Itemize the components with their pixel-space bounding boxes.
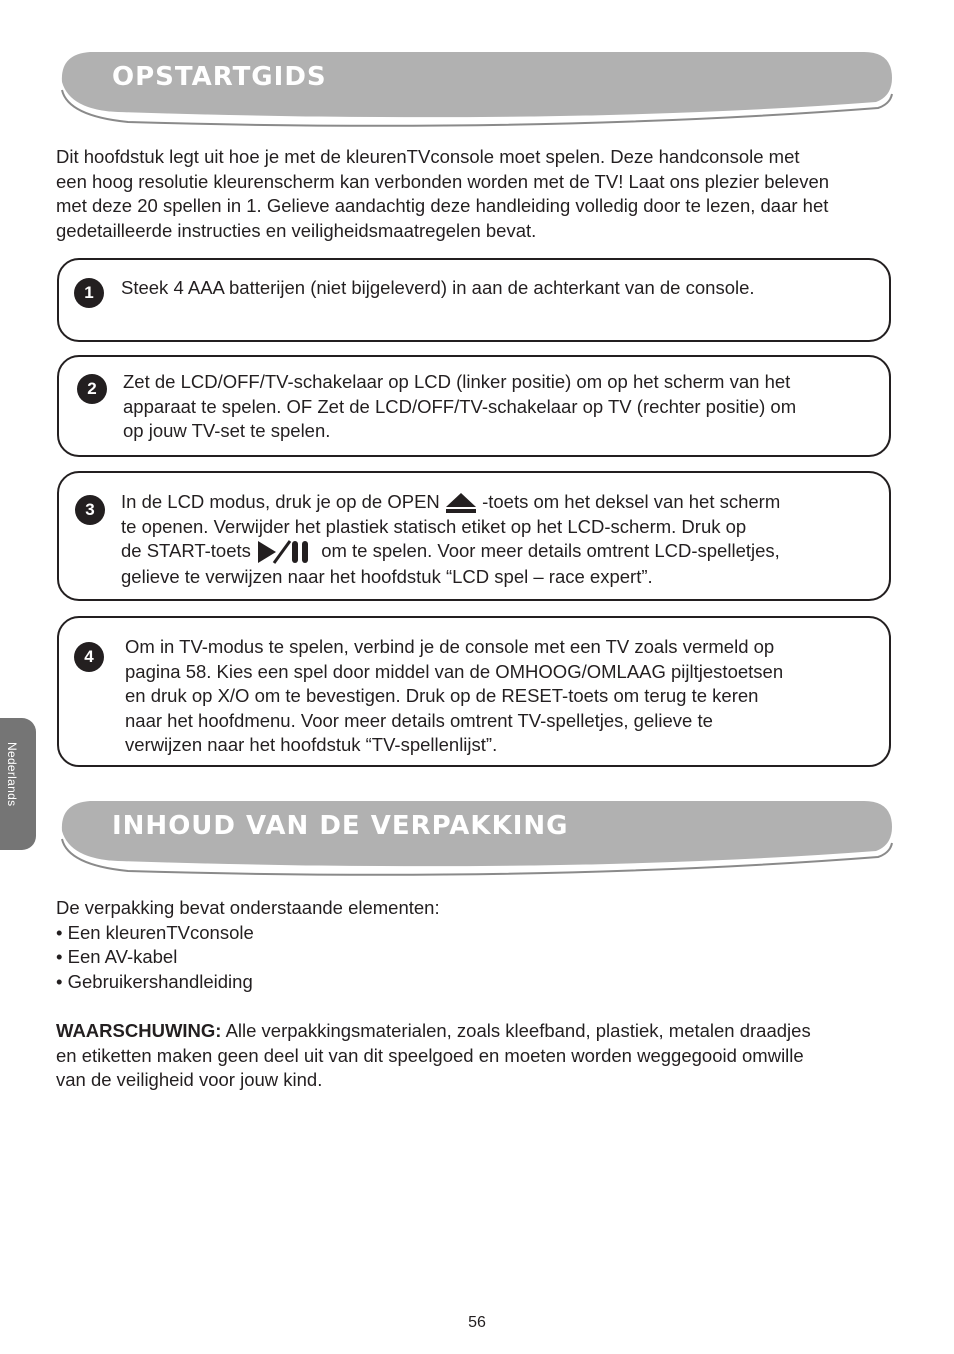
contents-list: De verpakking bevat onderstaande elementen: • Een kleurenTVconsole • Een AV-kabel • Gebruikershandleiding xyxy=(56,897,440,992)
step-text: Om in TV-modus te spelen, verbind je de console met een TV zoals vermeld op pagina 58. Kies een spel door middel van de OMHOOG/OMLAAG pijltjestoetsen en druk op X/O om te bevestigen. Druk op de RESET-toets om terug te keren naar het hoofdmenu. Voor meer details omtrent TV-spelletjes, gelieve te verwijzen naar het hoofdstuk “TV-spellenlijst”. xyxy=(125,636,784,755)
step-text: In de LCD modus, druk je op de OPEN -toets om het deksel van het scherm te openen. Verwijder het plastiek statisch etiket op het LCD-scherm. Druk op de START-toets om te spelen. Voor meer details omtrent LCD-spelletjes, gelieve te verwijzen naar het hoofdstuk “LCD spel – race expert”. xyxy=(121,491,781,588)
section-banner-opstartgids xyxy=(58,50,894,130)
step-box-4 xyxy=(57,616,891,767)
step-number-badge: 4 xyxy=(74,642,104,672)
step-text: Zet de LCD/OFF/TV-schakelaar op LCD (linker positie) om op het scherm van het apparaat te spelen. OF Zet de LCD/OFF/TV-schakelaar op TV (rechter positie) om op jouw TV-set te spelen. xyxy=(123,371,797,441)
page-number: 56 xyxy=(468,1314,486,1331)
step-box-1 xyxy=(57,258,891,342)
step-number-badge: 1 xyxy=(74,278,104,308)
step-number-badge: 2 xyxy=(77,374,107,404)
language-label: Nederlands xyxy=(5,742,19,807)
warning-paragraph: WAARSCHUWING: Alle verpakkingsmaterialen, zoals kleefband, plastiek, metalen draadjes en etiketten maken geen deel uit van dit speelgoed en moeten worden weggegooid omwille van de veiligheid voor jouw kind. xyxy=(56,1020,811,1090)
eject-icon xyxy=(445,492,477,514)
step-box-3 xyxy=(57,471,891,601)
warning-label: WAARSCHUWING: xyxy=(56,1020,222,1041)
section-title: OPSTARTGIDS xyxy=(112,62,327,92)
step-number-badge: 3 xyxy=(75,495,105,525)
section-banner-inhoud xyxy=(58,799,894,879)
step-box-2 xyxy=(57,355,891,457)
play-pause-icon xyxy=(256,539,316,565)
list-item: • Gebruikershandleiding xyxy=(56,970,253,992)
section-title: INHOUD VAN DE VERPAKKING xyxy=(112,811,569,841)
list-item: • Een kleurenTVconsole xyxy=(56,921,254,943)
step-text: Steek 4 AAA batterijen (niet bijgeleverd) in aan de achterkant van de console. xyxy=(121,277,755,298)
list-item: • Een AV-kabel xyxy=(56,946,178,967)
intro-paragraph: Dit hoofdstuk legt uit hoe je met de kleurenTVconsole moet spelen. Deze handconsole met een hoog resolutie kleurenscherm kan verbonden worden met de TV! Laat ons plezier beleven met deze 20 spellen in 1. Gelieve aandachtig deze handleiding volledig door te lezen, daar het gedetailleerde instructies en veiligheidsmaatregelen bevat. xyxy=(56,146,830,241)
